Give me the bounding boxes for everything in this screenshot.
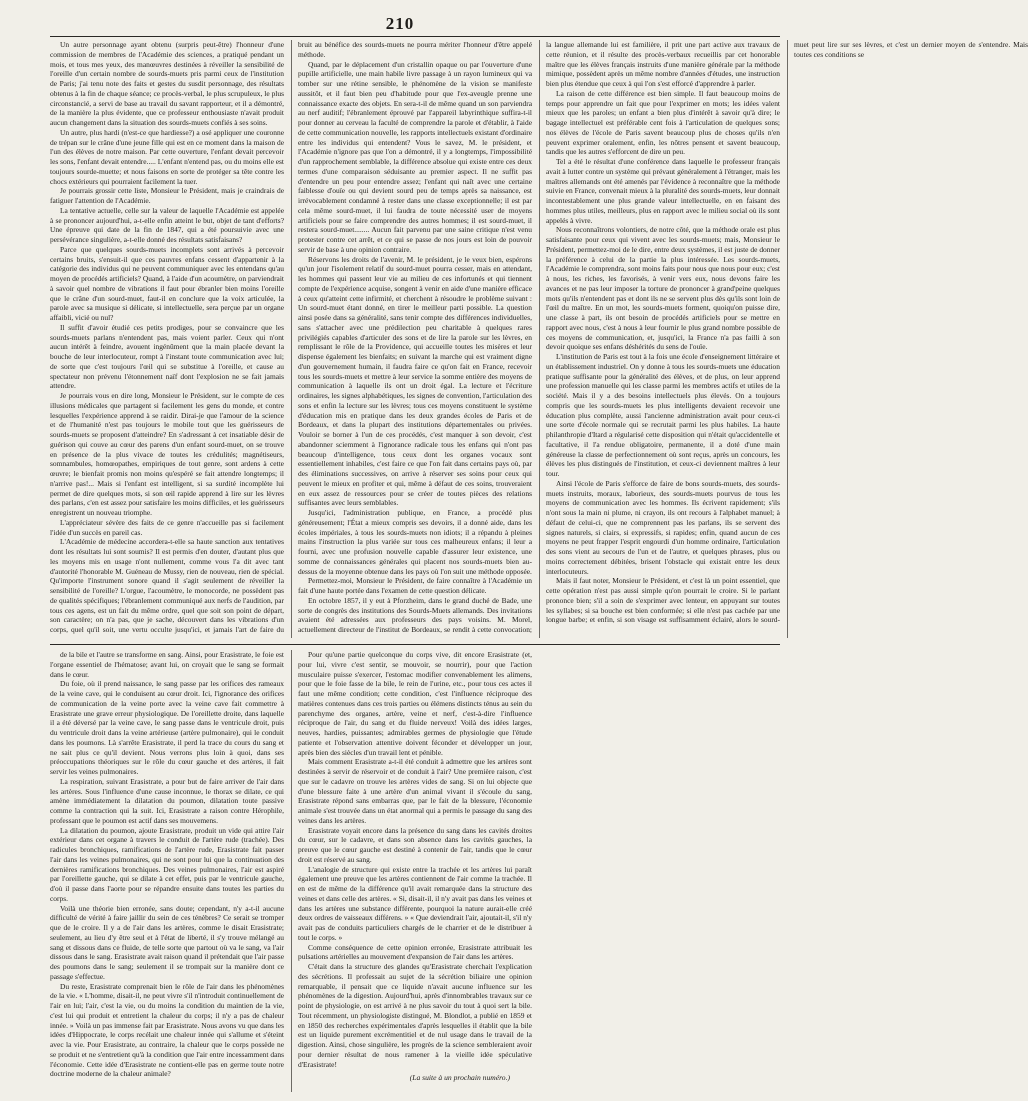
section-divider — [50, 644, 780, 645]
paragraph: C'était dans la structure des glandes qu'Erasistrate cherchait l'explication des sécrétions. Il professait au sujet de la sécrétion biliaire une opinion remarquable, il pensait que ce liquide n'avait aucune influence sur les phénomènes de la digestion. Aujourd'hui, après d'innombrables travaux sur ce point de physiologie, on est arrivé à ne plus savoir du tout à quoi sert la bile. Tout récemment, un physiologiste distingué, M. Blondlot, a publié en 1859 et en 1850 des recherches expérimentales d'après lesquelles il établit que la bile est un liquide purement excrémentitiel et de nul usage dans le travail de la digestion. Ainsi, chose singulière, les progrès de la science sembleraient avoir pour dernier résultat de nous ramener à la vieille idée spéculative d'Erasistrate! — [298, 962, 532, 1069]
paragraph: de la bile et l'autre se transforme en sang. Ainsi, pour Erasistrate, le foie est l'organe essentiel de l'hématose; avant lui, on croyait que le sang se formait dans le cœur. — [50, 650, 284, 679]
header-rule — [50, 36, 780, 37]
paragraph: Erasistrate voyait encore dans la présence du sang dans les cavités droites du cœur, sur le cadavre, et dans son absence dans les cavités gauches, la preuve que le cœur gauche est destiné à contenir de l'air, tandis que le cœur droit est réservé au sang. — [298, 825, 532, 864]
paragraph: Ainsi l'école de Paris s'efforce de faire de bons sourds-muets, des sourds-muets instruits, moraux, laborieux, des sourds-muets pourvus de tous les moyens de communication avec les hommes. Ils écrivent rapidement; s'ils n'ont sous la main ni plume, ni crayon, ils ont recours à l'alphabet manuel; à défaut de celui-ci, que ne comprennent pas les parlans, ils se servent des signes naturels, si clairs, si expressifs, si rapides; enfin, quand aucun de ces moyens ne peut frapper l'esprit engourdi d'un homme ordinaire, l'articulation des sons vient au secours de l'un et de l'autre, et quelques phrases, plus ou moins correctement débitées, brisent l'obstacle qui existait entre les deux interlocuteurs. — [546, 478, 780, 576]
paragraph: Je pourrais vous en dire long, Monsieur le Président, sur le compte de ces illusions médicales que partagent si facilement les gens du monde, et contre lesquelles l'expérience apprend à se raidir. Dirai-je que l'amour de la science et de l'humanité n'est pas toujours le mobile tout que les guérisseurs de sourds-muets se proposent d'atteindre? En s'adressant à cet insatiable désir de guérison qui couve au cœur des parens d'un enfant sourd-muet, on se trouve en présence de la plus vivace de toutes les crédulités; magnétiseurs, somnambules, homœopathes, empiriques de tout genre, sont ardens à cette œuvre; le bienfait promis non moins qu'espéré se fait attendre longtemps; il n'arrive pas!... Mais si l'enfant est intelligent, si sa surdité incomplète lui permet de dire quelques mots, si son œil rapide apprend à lire sur les lèvres des parlans, c'en est assez pour satisfaire les moins difficiles, et les guérisseurs enregistrent un nouveau triomphe. — [50, 391, 284, 517]
paragraph: Un autre, plus hardi (n'est-ce que hardiesse?) a osé appliquer une couronne de trépan sur le crâne d'une jeune fille qui est en ce moment dans la maison de l'un des élèves de notre maison. Par cette ouverture, l'enfant devait percevoir les sons, l'enfant devait entendre..... L'enfant n'entend pas, ou du moins elle est toujours sourde-muette; et nous faisons en sorte de protéger sa tête contre les chocs extérieurs qui pourraient facilement la tuer. — [50, 127, 284, 186]
paragraph: Mais comment Erasistrate a-t-il été conduit à admettre que les artères sont destinées à servir de réservoir et de conduit à l'air? Une première raison, c'est que sur le cadavre on trouve les artères vides de sang. Si on lui objecte que d'une blessure faite à une artère d'un animal vivant il s'écoule du sang, Erasistrate répond sans embarras que, par le fait de la blessure, l'économie animale s'est trouvée dans un état anormal qui a permis le passage du sang des veines dans les artères. — [298, 757, 532, 825]
paragraph: La dilatation du poumon, ajoute Erasistrate, produit un vide qui attire l'air extérieur dans cet organe à travers le conduit de l'artère rude (trachée). Des radicules bronchiques, ramifications de l'artère rude, Erasistrate fait passer l'air dans les veines pulmonaires, qui ne sont pour lui que la continuation des dernières ramifications bronchiques. Des veines pulmonaires, l'air est aspiré par l'oreillette gauche, qui se dilate à cet effet, puis par le ventricule gauche, d'où il passe dans l'aorte pour se répandre ensuite dans toutes les parties du corps. — [50, 825, 284, 903]
paragraph: Un autre personnage ayant obtenu (surpris peut-être) l'honneur d'une commission de membres de l'Académie des sciences, a pratiqué pendant un mois, et tous mes yeux, des manœuvres destinées à réveiller la sensibilité de l'oreille d'un certain nombre de sourds-muets pris parmi ceux de l'institution de Paris; j'ai tenu note des faits et gestes du susdit personnage, des résultats obtenus à la fin de chaque séance; ce procès-verbal, le plus scrupuleux, le plus circonstancié, a servi de base au travail du savant rapporteur, et il a démontré, de la manière la plus évidente, que ce professeur enthousiaste n'avait produit aucun changement dans la situation des sourds-muets confiés à ses soins. — [50, 40, 284, 127]
paragraph: L'institution de Paris est tout à la fois une école d'enseignement littéraire et un établissement industriel. On y donne à tous les sourds-muets une éducation pratique suffisante pour la généralité des élèves, et de plus, on leur apprend une profession manuelle qui les classe parmi les membres actifs et utiles de la société. Mais il y a des besoins intellectuels plus élevés. On a toujours compris que les sourds-muets les plus intelligents devaient recevoir une éducation plus complète, aussi l'ancienne administration avait pour ceux-ci une sorte d'école normale qui se recrutait parmi les plus habiles. La haute philanthropie d'Itard a régularisé cette disposition qui n'était qu'accidentelle et facultative, il l'a rendue obligatoire, permanente, il a doté d'une main généreuse la classe de perfectionnement où sont reçus, après un concours, les élèves les plus distingués de l'institution, et ceux-ci deviennent maîtres à leur tour. — [546, 352, 780, 478]
paragraph: Jusqu'ici, l'administration publique, en France, a procédé plus généreusement; l'État a mieux compris ses devoirs, il a donné aide, dans les écoles impériales, à tous les sourds-muets non idiots; il a répandu à pleines mains l'instruction la plus variée sur tous ces malheureux enfans; il leur a fourni, avec une profusion nouvelle capable d'assurer leur existence, une somme de connaissances générales qui placent nos sourds-muets bien au-dessus de la moyenne obtenue dans les pays où l'on suit une méthode opposée. — [298, 508, 532, 576]
paragraph: Permettez-moi, Monsieur le Président, de faire connaître à l'Académie un fait d'une haute portée dans l'examen de cette question délicate. — [298, 576, 532, 595]
paragraph: La respiration, suivant Erasistrate, a pour but de faire arriver de l'air dans les artères. Sous l'influence d'une cause inconnue, le thorax se dilate, ce qui amène immédiatement la dilatation du poumon, dilatation toute passive comme la contraction qui la suit. Ici, Erasistrate a raison contre Hérophile, professant que le poumon est actif dans ses mouvemens. — [50, 776, 284, 825]
paragraph: La raison de cette différence est bien simple. Il faut beaucoup moins de temps pour apprendre un fait que pour l'exprimer en mots; les idées valent mieux que les paroles; un enfant a bien plus d'intérêt à savoir qu'à dire; le bagage intellectuel est préférable cent fois à l'articulation de quelques sons; nos élèves de l'école de Paris savent beaucoup plus de choses qu'ils n'en peuvent exprimer oralement, enfin, les nôtres pensent et savent beaucoup, tandis que les autres s'efforcent de dire un peu. — [546, 88, 780, 157]
paragraph: Je pourrais grossir cette liste, Monsieur le Président, mais je craindrais de fatiguer l'attention de l'Académie. — [50, 186, 284, 205]
paragraph: L'analogie de structure qui existe entre la trachée et les artères lui paraît également une preuve que les artères contiennent de l'air comme la trachée. Il en est de même de la différence qu'il avait remarquée dans la structure des veines et dans celle des artères. « Si, disait-il, il n'y avait pas dans les veines et dans les artères une substance différente, pourquoi la nature aurait-elle créé deux ordres de vaisseaux différens. » « Que deviendrait l'air, ajoutait-il, s'il n'y avait pas de conduits particuliers chargés de le charrier et de le distribuer à tout le corps. » — [298, 864, 532, 942]
paragraph: Réservons les droits de l'avenir, M. le président, je le veux bien, espérons qu'un jour l'isolement relatif du sourd-muet pourra cesser, mais en attendant, les hommes qui passent leur vie au milieu de ces infortunés et qui tiennent compte de l'expérience acquise, songent à venir en aide d'une manière efficace à ceux qu'atteint cette infirmité, et cherchent à résoudre le problème suivant : Un sourd-muet étant donné, en tirer le meilleur parti possible. La question ainsi posée dans sa généralité, sans tenir compte des différences individuelles, sans s'attacher avec une prédilection peu charitable à quelques rares privilégiés capables d'articuler des sons et de lire la parole sur les lèvres, en remplissant le rôle de la Providence, qui accueille toutes les misères et leur dispense également les bienfaits; en suivant la marche qui est vraiment digne d'un gouvernement humain, il faudra faire ce qu'on fait en France, recevoir tous les sourds-muets et mettre à leur service la somme entière des moyens de communication à laquelle ils ont un droit égal. La lecture et l'écriture ordinaires, les signes alphabétiques, les signes de convention, l'articulation des sons et enfin la lecture sur les lèvres; tous ces moyens constituent le système d'éducation mis en pratique dans les deux grandes écoles de Paris et de Bordeaux, et dans la plupart des institutions départementales ou privées. Vouloir se borner à l'un de ces procédés, c'est manquer à son devoir, c'est abandonner sciemment à l'ignorance radicale tous les enfans qui n'ont pas beaucoup d'intelligence, tous ceux dont les organes vocaux sont essentiellement inhabiles, c'est faire ce que l'on fait dans certains pays où, par des éliminations successives, on arrive à réserver ses soins pour ceux qui peuvent le mieux en profiter et qui, même à défaut de ces soins, trouveraient en eux assez de ressources pour se créer de toutes pièces des relations suffisantes avec leurs semblables. — [298, 254, 532, 508]
paragraph: La tentative actuelle, celle sur la valeur de laquelle l'Académie est appelée à se prononcer aujourd'hui, a-t-elle enfin atteint le but, objet de tant d'efforts? Une épreuve qui date de la fin de 1847, qui a été poursuivie avec une persévérance singulière, a-t-elle donné des résultats satisfaisans? — [50, 205, 284, 244]
paragraph: Nous reconnaîtrons volontiers, de notre côté, que la méthode orale est plus satisfaisante pour ceux qui vivent avec les sourds-muets; mais, Monsieur le Président, permettez-moi de le dire, entre deux systèmes, il est juste de donner la préférence à celui de la partie la plus intéressée. Les sourds-muets, l'Académie le comprendra, sont moins faits pour nous que nous pour eux; c'est à nous, les riches, les favorisés, à venir vers eux, nous devons faire les avances et ne pas leur imposer la torture de prononcer à grand'peine quelques mots qu'ils n'entendent pas et dont ils ne se servent plus dès qu'ils sont loin de l'œil du maître. En un mot, les sourds-muets forment, quoiqu'on puisse dire, une classe à part, ils ont besoin de procédés artificiels pour se mettre en rapport avec nous, c'est à nous à leur fournir le plus grand nombre possible de ces moyens de communication, et, jusqu'ici, la France n'a pas failli à son devoir quoique ses enfans déshérités du sens de l'ouïe. — [546, 225, 780, 352]
paragraph: Du foie, où il prend naissance, le sang passe par les orifices des rameaux de la veine cave, qui le conduisent au cœur droit. Ici, l'ignorance des orifices de communication de la veine porte avec la veine cave fait commettre à Erasistrate une grave erreur physiologique. De l'oreillette droite, dans laquelle il a été déversé par la veine cave, le sang passe dans le ventricule droit, puis du ventricule droit dans la veine artérieuse (artère pulmonaire), qui le conduit dans les poumons. Là s'arrête Erasistrate, il perd la trace du cours du sang et ne sait plus ce qu'il devient. Nous verrons plus loin à quoi, dans ses préoccupations théoriques sur le rôle du cœur gauche et des artères, il fait servir les veines pulmonaires. — [50, 679, 284, 776]
continuation-note: (La suite à un prochain numéro.) — [409, 1073, 510, 1083]
paragraph: Parce que quelques sourds-muets incomplets sont arrivés à percevoir certains bruits, s'ensuit-il que ces pauvres enfans cessent d'appartenir à la catégorie des individus qui ne peuvent communiquer avec les entendans qu'au moyen de procédés artificiels? Quand, à l'aide d'un acoumètre, on parviendrait à savoir quel nombre de vibrations il faut pour ébranler bien moins l'oreille que le crâne d'un sourd-muet, faut-il en conclure que la voix articulée, la parole avec sa musique si délicate, si intellectuelle, sera perçue par un organe affaibli, vicié ou nul? — [50, 244, 284, 322]
page-number: 210 — [385, 14, 415, 33]
paragraph: Tel a été le résultat d'une conférence dans laquelle le professeur français avait à lutter contre un système qui prévaut généralement à l'étranger, mais les maîtres allemands ont été amenés par l'évidence à reconnaître que la méthode suivie en France, convenait mieux à la pluralité des sourds-muets, leur donnait incontestablement une plus grande valeur intellectuelle, en en faisant des hommes plus utiles, meilleurs, plus en rapport avec le milieu social où ils sont appelés à vivre. — [546, 157, 780, 225]
bottom-article — [50, 650, 780, 1092]
paragraph: L'Académie de médecine accordera-t-elle sa haute sanction aux tentatives dont les résultats lui sont soumis? Il est permis d'en douter, d'autant plus que les moyens mis en usage n'ont nullement, comme vous l'a dit avec tant d'autorité l'honorable M. Guéneau de Mussy, rien de nouveau, rien de spécial. Qu'importe l'instrument sonore quand il s'agit seulement de réveiller la sensibilité de l'oreille? L'orgue, l'acoumètre, le monocorde, ne possèdent pas de qualités spécifiques; l'ébranlement communiqué aux nerfs de l'audition, par tous ces agens, est un fait du même ordre, quel que soit son point de départ, son caractère; on n'a pas, que je sache, découvert dans les vibrations d'un corps, quel qu'il soit, une vertu occulte jusqu'ici, et jamais l'art de faire du bruit au bénéfice des sourds-muets ne pourra mériter l'honneur d'être appelé méthode. — [50, 40, 532, 634]
paragraph: Voilà une théorie bien erronée, sans doute; cependant, n'y a-t-il aucune difficulté de vérité à faire jaillir du sein de ces ténèbres? Ce serait se tromper que de le croire. Il y a de l'air dans les artères, comme le disait Erasistrate; seulement, au lieu d'y être seul et à l'état de liberté, il s'y trouve mélangé au sang et dissous dans ce fluide, de telle sorte que partout où va le sang, va l'air dissous dans le sang. Erasistrate avait raison quand il prétendait que l'air passe des poumons dans le sang; seulement il se trompait sur la manière dont ce passage s'effectue. — [50, 903, 284, 981]
top-article — [50, 40, 1028, 638]
paragraph: Pour qu'une partie quelconque du corps vive, dit encore Erasistrate (et, pour lui, vivre c'est sentir, se mouvoir, se nourrir), pour que l'action musculaire puisse s'exercer, l'estomac modifier convenablement les alimens, pour que le foie fasse de la bile, le rein de l'urine, etc., pour tous ces actes il faut une même condition; cette condition, c'est l'influence réciproque des matières contenues dans ces trois parties ou élémens distincts ténus au sein du parenchyme des organes, artère, veine et nerf, c'est-à-dire l'influence réciproque de l'air, du sang et du fluide nerveux! Voilà des idées larges, neuves, hardies, puissantes; admirables germes de physiologie que l'étude patiente et l'observation attentive doivent féconder et développer un jour, après bien des siècles d'un travail lent et pénible. — [298, 650, 532, 757]
paragraph: Du reste, Erasistrate comprenait bien le rôle de l'air dans les phénomènes de la vie. « L'homme, disait-il, ne peut vivre s'il n'introduit continuellement de l'air en lui; l'air, c'est la vie, ou du moins la condition du maintien de la vie, c'est lui qui produit et entretient la chaleur du corps; il n'y a pas de chaleur innée. » Voilà un pas immense fait par Erasistrate. Nous avons vu que dans les idées d'Hippocrate, le corps recélait une chaleur innée qui s'allume et s'éteint avec la vie. Pour Erasistrate, au contraire, la chaleur que le corps possède ne se produit et ne s'entretient qu'à la condition que l'air entre incessamment dans l'économie. Cette idée d'Erasistrate ne contient-elle pas en germe toute notre doctrine moderne de la chaleur animale? — [50, 981, 284, 1079]
paragraph: Quand, par le déplacement d'un cristallin opaque ou par l'ouverture d'une pupille artificielle, une main habile livre passage à un rayon lumineux qui va tomber sur une rétine sensible, le phénomène de la vision se manifeste aussitôt, et il faut bien peu d'habitude pour que l'ex-aveugle prenne une connaissance exacte des objets. En sera-t-il de même quand un son parviendra au nerf auditif; l'ébranlement éprouvé par l'appareil labyrinthique suffira-t-il pour donner au cerveau la faculté de comprendre la parole et d'établir, à l'aide de cette communication nouvelle, les rapports intellectuels existant d'ordinaire entre les individus qui entendent? Vous le savez, M. le président, et l'Académie n'ignore pas que l'on a démontré, il y a longtemps, l'impossibilité d'un rapprochement semblable, la différence absolue qui existe entre ces deux termes d'une comparaison séduisante au premier aspect. Il ne suffit pas d'entendre un peu pour entendre assez; l'enfant qui naît avec une certaine faiblesse d'ouïe ou qui devient sourd peu de temps après sa naissance, est irrévocablement condamné à rester dans une classe exceptionnelle; il est par cela même sourd-muet, il lui faudra de toute nécessité user de moyens artificiels pour se faire comprendre des autres hommes; il est sourd-muet, il restera sourd-muet........ Aucun fait parvenu par une saine critique n'est venu protester contre cet arrêt, et ce qui se passe de nos jours est loin de pouvoir servir de base à une opinion contraire. — [298, 59, 532, 254]
paragraph: Mais il faut noter, Monsieur le Président, et c'est là un point essentiel, que cette opération n'est pas aussi simple qu'on pourrait le croire. Si le parlant prononce bien; s'il a soin de s'exprimer avec lenteur, en appuyant sur toutes les syllabes; si sa bouche est bien conformée; si elle n'est pas cachée par une longue barbe; et enfin, si son visage est suffisamment éclairé, alors le sourd-muet peut lire sur ses lèvres, et c'est un dernier moyen de s'entendre. Mais toutes ces conditions se — [546, 40, 1028, 625]
paragraph: En octobre 1857, il y eut à Pforzheim, dans le grand duché de Bade, une sorte de congrès des institutions des Sourds-Muets allemands. Des invitations avaient été adressées aux professeurs des pays voisins. M. Morel, actuellement directeur de l'institut de Bordeaux, se rendit à cette convocation; la langue allemande lui est familière, il prit une part active aux travaux de cette réunion, et il résulte des procès-verbaux recueillis par cet honorable maître que les élèves français instruits d'une manière générale par la méthode mimique, possèdent après un même nombre d'années d'études, une instruction bien plus étendue que ceux à qui l'on s'est efforcé d'apprendre à parler. — [298, 40, 780, 634]
paragraph: Il suffit d'avoir étudié ces petits prodiges, pour se convaincre que les sourds-muets parlans n'entendent pas, mais voient parler. Ceux qui n'ont aucun intérêt à feindre, avouent ingénûment que la main placée devant la bouche de leur interlocuteur, rompt à l'instant toute communication avec lui; de sorte que c'est toujours l'œil qui se substitue à l'oreille, et cause au spectateur non prévenu l'étonnement naïf dont l'explosion ne se fait jamais attendre. — [50, 322, 284, 391]
paragraph: L'appréciateur sévère des faits de ce genre n'accueille pas si facilement l'idée d'un succès en pareil cas. — [50, 517, 284, 537]
paragraph: Comme conséquence de cette opinion erronée, Erasistrate attribuait les pulsations artérielles au mouvement d'expansion de l'air dans les artères. — [298, 942, 532, 962]
